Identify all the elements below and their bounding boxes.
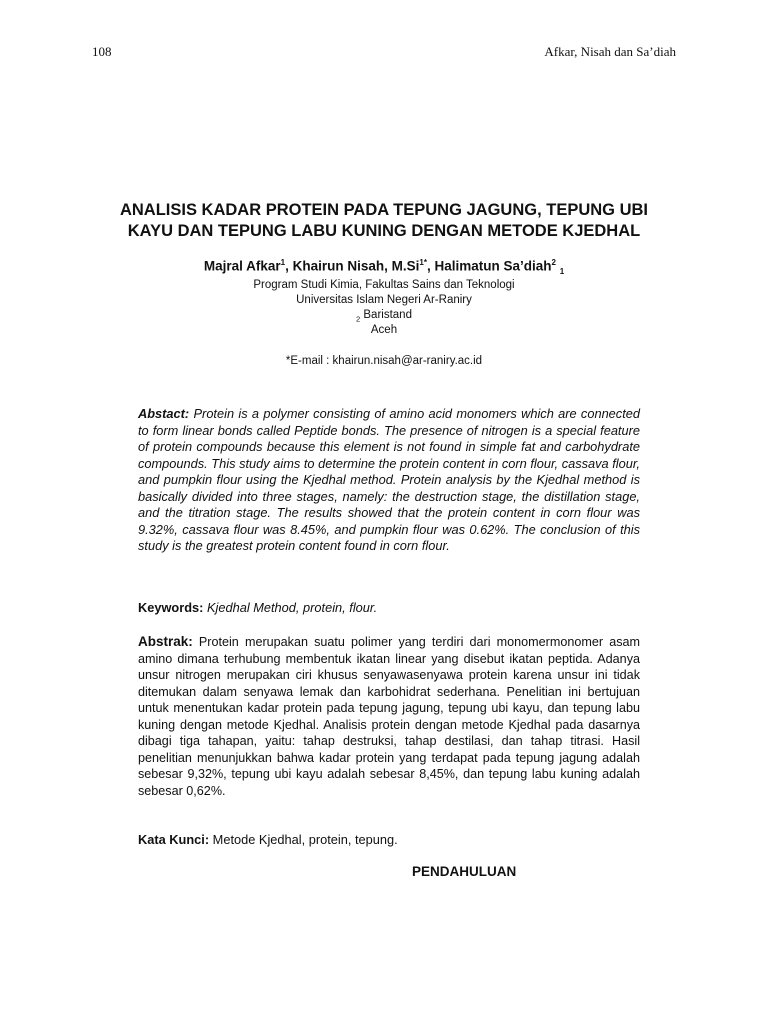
keywords-indonesian xyxy=(138,832,640,847)
author-1-affiliation-mark: 1 xyxy=(280,258,286,267)
author-3-affiliation-mark: 2 xyxy=(551,258,556,267)
keywords-english-value: Kjedhal Method, protein, flour. xyxy=(206,600,378,615)
running-header-authors: Afkar, Nisah dan Sa’diah xyxy=(544,44,676,59)
author-separator: , xyxy=(285,258,293,274)
abstract-indonesian-text: Protein merupakan suatu polimer yang terdiri dari monomermonomer asam amino dimana terhubung membentuk ikatan linear yang disebut ikatan peptida. Adanya unsur nitrogen merupakan ciri khusus senyawasenyawa protein karena unsur ini tidak ditemukan dalam senyawa lemak dan karbohidrat sederhana. Penelitian ini bertujuan untuk menentukan kadar protein pada tepung jagung, tepung ubi kayu, dan tepung labu kuning dengan metode Kjedhal. Analisis protein dengan metode Kjedhal pada dasarnya dibagi tiga tahapan, yaitu: tahap destruksi, tahap destilasi, dan tahap titrasi. Hasil penelitian menunjukkan bahwa kadar protein yang terdapat pada tepung jagung adalah sebesar 9,32%, tepung ubi kayu adalah sebesar 8,45%, dan tepung labu kuning adalah sebesar 0,62%. xyxy=(138,635,640,798)
corresponding-email: *E-mail : khairun.nisah@ar-raniry.ac.id xyxy=(285,355,483,367)
author-list xyxy=(0,258,768,276)
author-2-affiliation-mark: 1* xyxy=(419,258,427,267)
paper-title xyxy=(60,200,708,242)
abstract-english xyxy=(138,406,640,555)
abstract-indonesian xyxy=(138,634,640,799)
affiliation-line-4: Aceh xyxy=(370,324,398,336)
author-separator: , xyxy=(426,258,435,274)
affiliation-line-2: Universitas Islam Negeri Ar-Raniry xyxy=(296,294,472,306)
keywords-indonesian-label: Kata Kunci: xyxy=(138,832,210,847)
abstract-english-label: Abstact: xyxy=(138,406,190,421)
author-1-name: Majral Afkar xyxy=(203,258,281,274)
section-heading: PENDAHULUAN xyxy=(412,864,517,879)
keywords-indonesian-value: Metode Kjedhal, protein, tepung. xyxy=(212,832,398,847)
affiliation-line-1: Program Studi Kimia, Fakultas Sains dan Teknologi xyxy=(253,279,515,291)
abstract-indonesian-label: Abstrak: xyxy=(138,634,193,649)
keywords-english-label: Keywords: xyxy=(138,600,204,615)
page-number: 108 xyxy=(92,44,112,59)
author-trailing-mark: 1 xyxy=(559,267,565,277)
author-2-name: Khairun Nisah, M.Si xyxy=(292,258,420,274)
abstract-english-text: Protein is a polymer consisting of amino acid monomers which are connected to form linear bonds called Peptide bonds. The presence of nitrogen is a special feature of protein compounds because this element is not found in simple fat and carbohydrate compounds. This study aims to determine the protein content in corn flour, cassava flour, and pumpkin flour using the Kjedhal method. Protein analysis by the Kjedhal method is basically divided into three stages, namely: the destruction stage, the distillation stage, and the titration stage. The results showed that the protein content in corn flour was 9.32%, cassava flour was 8.45%, and pumpkin flour was 0.62%. The conclusion of this study is the greatest protein content found in corn flour. xyxy=(138,406,640,553)
paper-title-line-1: ANALISIS KADAR PROTEIN PADA TEPUNG JAGUNG, TEPUNG UBI xyxy=(119,201,649,219)
keywords-english xyxy=(138,600,640,615)
affiliation-institute: Baristand xyxy=(363,309,412,321)
affiliation-mark: 2 xyxy=(356,314,361,324)
author-3-name: Halimatun Sa’diah xyxy=(434,258,552,274)
paper-title-line-2: KAYU DAN TEPUNG LABU KUNING DENGAN METODE KJEDHAL xyxy=(127,222,641,240)
